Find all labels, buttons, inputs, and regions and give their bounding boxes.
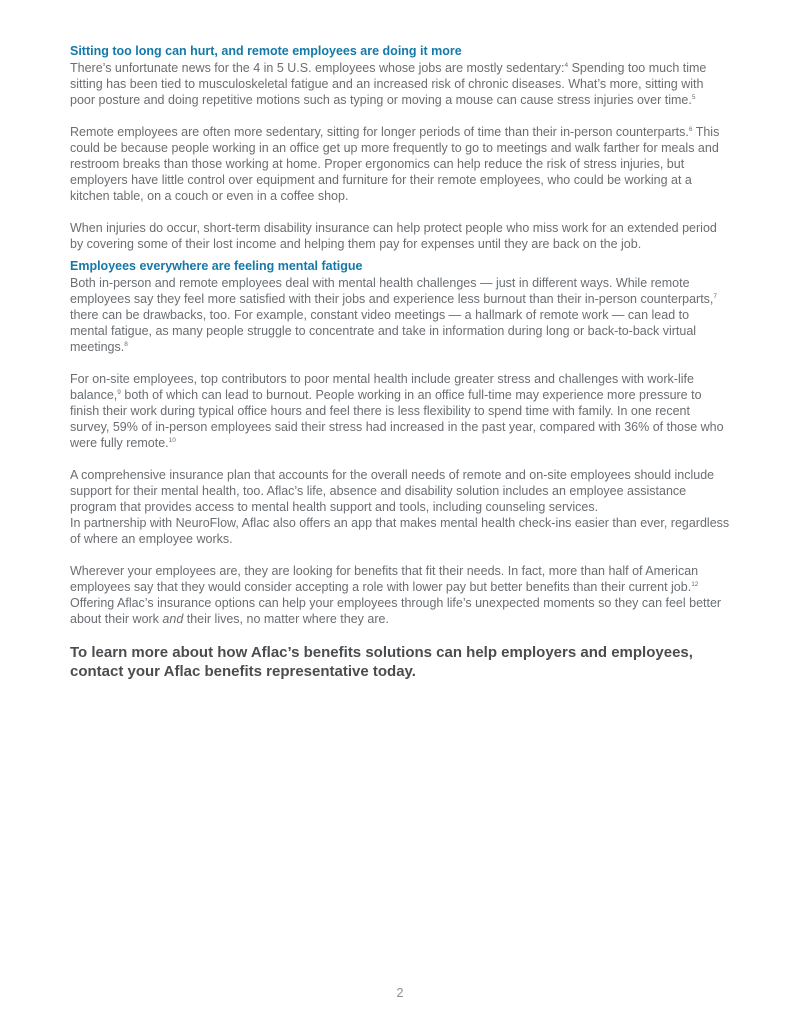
footnote-ref: 9 xyxy=(117,389,121,396)
cta-line-2: contact your Aflac benefits representative today. xyxy=(70,663,416,680)
paragraph: A comprehensive insurance plan that accounts for the overall needs of remote and on-site employees should include support for their mental health, too. Aflac’s life, absence and disability solution includes an employee assistance program that provides access to mental health support and tools, including counseling services. In partnership with NeuroFlow, Aflac also offers an app that makes mental health check-ins easier than ever, regardless of where an employee works. xyxy=(70,468,730,546)
article-body xyxy=(70,44,730,681)
footnote-ref: 10 xyxy=(168,437,176,444)
paragraph: Wherever your employees are, they are looking for benefits that fit their needs. In fact, more than half of American employees say that they would consider accepting a role with lower pay but better benefits than their current job.$^{12}$ Offering Aflac’s insurance options can help your employees through life’s unexpected moments so they can feel better about their work and their lives, no matter where they are. xyxy=(70,564,722,626)
paragraph: Both in-person and remote employees deal with mental health challenges — just in different ways. While remote employees say they feel more satisfied with their jobs and experience less burnout than their in-person counterparts,$^7$ there can be drawbacks, too. For example, constant video meetings — a hallmark of remote work — can lead to mental fatigue, as many people struggle to concentrate and take in information during long or back-to-back virtual meetings.$^8$ xyxy=(70,276,718,354)
section-heading-mental-fatigue: Employees everywhere are feeling mental fatigue xyxy=(70,259,363,273)
footnote-ref: 12 xyxy=(691,581,699,588)
footnote-ref: 7 xyxy=(713,293,718,300)
footnote-ref: 5 xyxy=(691,94,696,101)
call-to-action xyxy=(70,643,730,681)
footnote-ref: 8 xyxy=(124,341,128,348)
paragraph: For on-site employees, top contributors to poor mental health include greater stress and challenges with work-life balance,$^9$ both of which can lead to burnout. People working in an office full-time may experience more pressure to finish their work during typical office hours and feel there is less flexibility to spend time with family. In one recent survey, 59% of in-person employees said their stress had increased in the past year, compared with 36% of those who were fully remote.$^{10}$ xyxy=(70,372,724,450)
paragraph: There’s unfortunate news for the 4 in 5 U.S. employees whose jobs are mostly sedentary:$^4$ Spending too much time sitting has been tied to musculoskeletal fatigue and an increased risk of chronic diseases. What’s more, sitting with poor posture and doing repetitive motions such as typing or moving a mouse can cause stress injuries over time.$^5$ xyxy=(70,61,707,107)
page-number: 2 xyxy=(396,986,404,1000)
footnote-ref: 6 xyxy=(688,126,693,133)
paragraph: When injuries do occur, short-term disability insurance can help protect people who miss work for an extended period by covering some of their lost income and helping them pay for expenses until they are back on the job. xyxy=(70,221,717,251)
paragraph: Remote employees are often more sedentary, sitting for longer periods of time than their in-person counterparts.$^6$ This could be because people working in an office get up more frequently to go to meetings and walk farther for meals and restroom breaks than those working at home. Proper ergonomics can help reduce the risk of stress injuries, but employers have little control over equipment and furniture for their remote employees, who could be working at a kitchen table, on a couch or even in a coffee shop. xyxy=(70,125,720,203)
section-heading-sitting: Sitting too long can hurt, and remote employees are doing it more xyxy=(70,44,462,58)
footnote-ref: 4 xyxy=(564,62,569,69)
cta-line-1: To learn more about how Aflac’s benefits solutions can help employers and employees, xyxy=(70,644,693,661)
